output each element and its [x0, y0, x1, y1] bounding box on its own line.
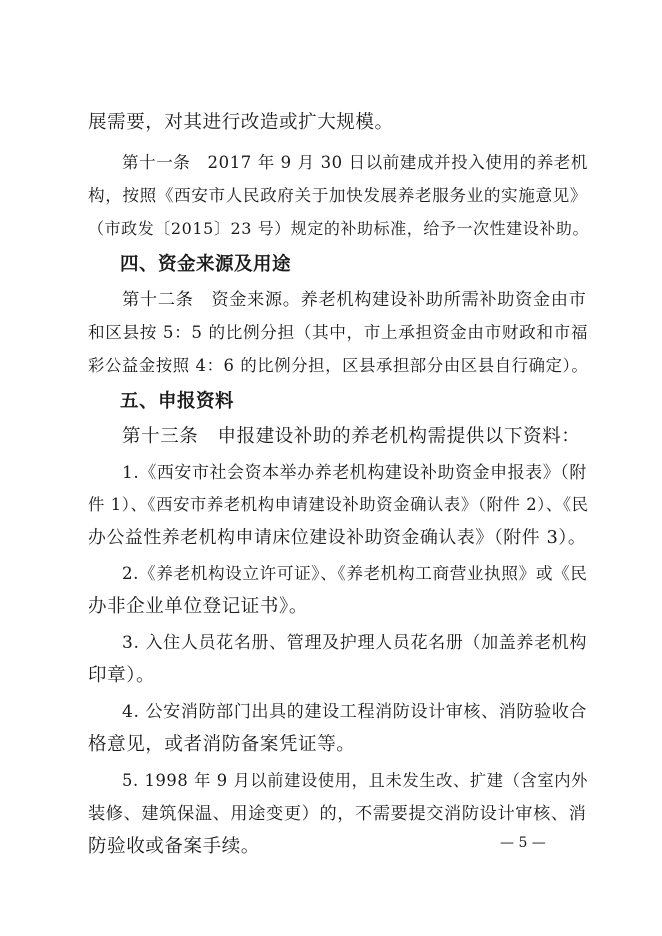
body-text-line: 防验收或备案手续。 [88, 836, 260, 857]
list-item-2: 2.《养老机构设立许可证》、《养老机构工商营业执照》或《民 [122, 564, 588, 583]
section-heading-funding: 四、资金来源及用途 [120, 254, 292, 275]
article-13-text: 第十三条 申报建设补助的养老机构需提供以下资料： [122, 426, 581, 447]
body-text-line: 办公益性养老机构申请床位建设补助资金确认表》（附件 3）。 [88, 527, 587, 548]
body-text-line: （市政发〔2015〕23 号）规定的补助标准，给予一次性建设补助。 [88, 219, 590, 238]
body-text-line: 构，按照《西安市人民政府关于加快发展养老服务业的实施意见》 [88, 186, 588, 205]
list-item-3: 3. 入住人员花名册、管理及护理人员花名册（加盖养老机构 [122, 633, 588, 653]
body-text-line: 办非企业单位登记证书》。 [88, 596, 308, 617]
page-number: — 5 — [500, 835, 546, 851]
body-text-line: 展需要，对其进行改造或扩大规模。 [88, 112, 394, 133]
body-text-line: 格意见，或者消防备案凭证等。 [88, 734, 356, 755]
body-text-line: 印章）。 [88, 665, 156, 686]
article-11-text: 第十一条 2017 年 9 月 30 日以前建成并投入使用的养老机 [122, 153, 589, 172]
list-item-1: 1.《西安市社会资本举办养老机构建设补助资金申报表》（附 [122, 462, 587, 482]
list-item-4: 4. 公安消防部门出具的建设工程消防设计审核、消防验收合 [122, 702, 588, 722]
body-text-line: 装修、建筑保温、用途变更）的，不需要提交消防设计审核、消 [88, 804, 587, 824]
section-heading-materials: 五、申报资料 [120, 391, 235, 412]
body-text-line: 彩公益金按照 4：6 的比例分担，区县承担部分由区县自行确定）。 [88, 356, 589, 375]
list-item-5: 5. 1998 年 9 月以前建设使用，且未发生改、扩建（含室内外 [122, 771, 589, 790]
body-text-line: 件 1）、《西安市养老机构申请建设补助资金确认表》（附件 2）、《民 [88, 495, 589, 514]
article-12-text: 第十二条 资金来源。养老机构建设补助所需补助资金由市 [122, 290, 587, 310]
body-text-line: 和区县按 5：5 的比例分担（其中，市上承担资金由市财政和市福 [88, 323, 589, 342]
